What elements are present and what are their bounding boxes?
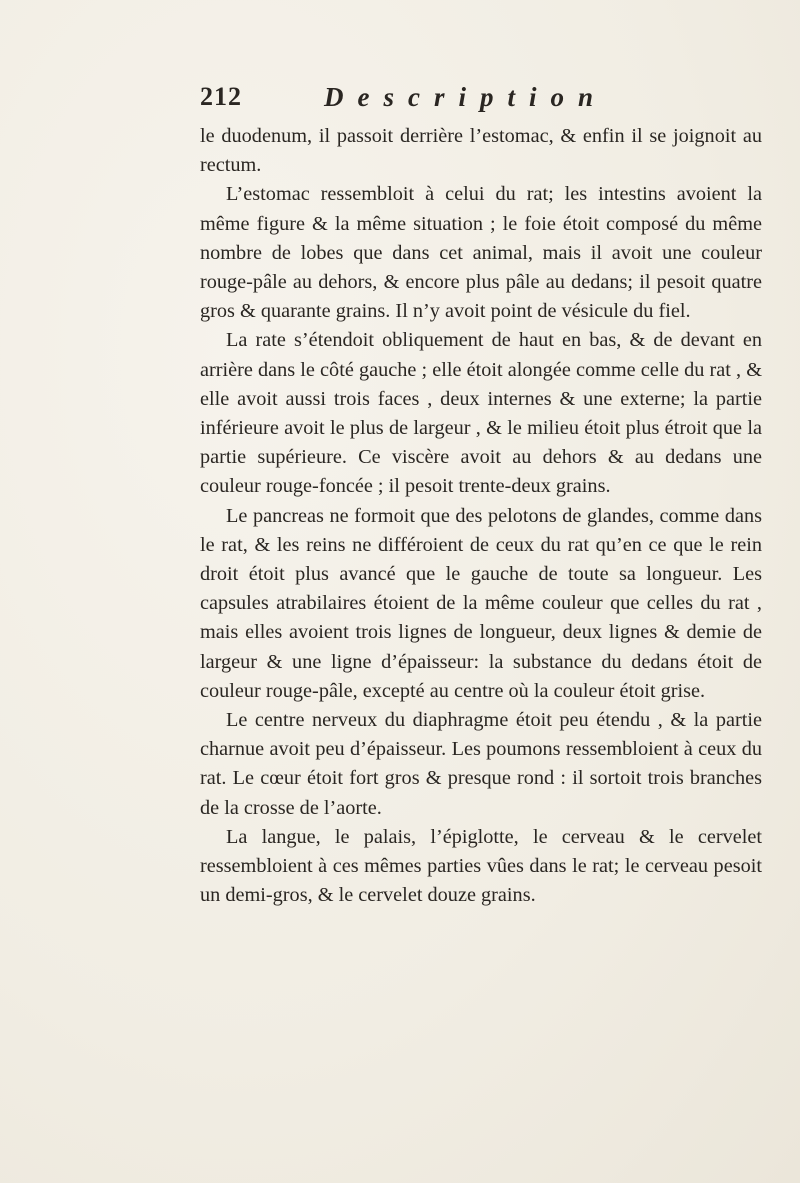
running-title: Description bbox=[324, 82, 608, 112]
paragraph-rate: La rate s’étendoit obliquement de haut en bas, & de devant en arrière dans le côté gauche ; elle étoit alongée comme celle du rat , & elle avoit aussi trois faces , deux internes & une externe; la partie inférieure avoit le plus de largeur , & le milieu étoit plus étroit que la partie supérieure. Ce viscère avoit au dehors & au dedans une couleur rouge-foncée ; il pesoit trente-deux grains. bbox=[200, 329, 762, 498]
paragraph-estomac: L’estomac ressembloit à celui du rat; les intestins avoient la même figure & la même situation ; le foie étoit composé du même nombre de lobes que dans cet animal, mais il avoit une couleur rouge-pâle au dehors, & encore plus pâle au dedans; il pesoit quatre gros & quarante grains. Il n’y avoit point de vésicule du fiel. bbox=[200, 183, 762, 323]
paragraph-diaphragme: Le centre nerveux du diaphragme étoit peu étendu , & la partie charnue avoit peu d’épaisseur. Les poumons ressembloient à ceux du rat. Le cœur étoit fort gros & presque rond : il sortoit trois branches de la crosse de l’aorte. bbox=[200, 709, 762, 819]
paragraph-langue: La langue, le palais, l’épiglotte, le cerveau & le cervelet ressembloient à ces mêmes parties vûes dans le rat; le cerveau pesoit un demi-gros, & le cervelet douze grains. bbox=[200, 825, 762, 907]
body-text bbox=[200, 122, 762, 910]
paragraph-continuation: le duodenum, il passoit derrière l’estomac, & enfin il se joignoit au rectum. bbox=[200, 125, 762, 177]
page-header bbox=[200, 82, 760, 122]
paragraph-pancreas: Le pancreas ne formoit que des pelotons de glandes, comme dans le rat, & les reins ne différoient de ceux du rat qu’en ce que le rein droit étoit plus avancé que le gauche de toute sa longueur. Les capsules atrabilaires étoient de la même couleur que celles du rat , mais elles avoient trois lignes de longueur, deux lignes & demie de largeur & une ligne d’épaisseur: la substance du dedans étoit de couleur rouge-pâle, excepté au centre où la couleur étoit grise. bbox=[200, 504, 762, 702]
page-number: 212 bbox=[200, 82, 242, 111]
